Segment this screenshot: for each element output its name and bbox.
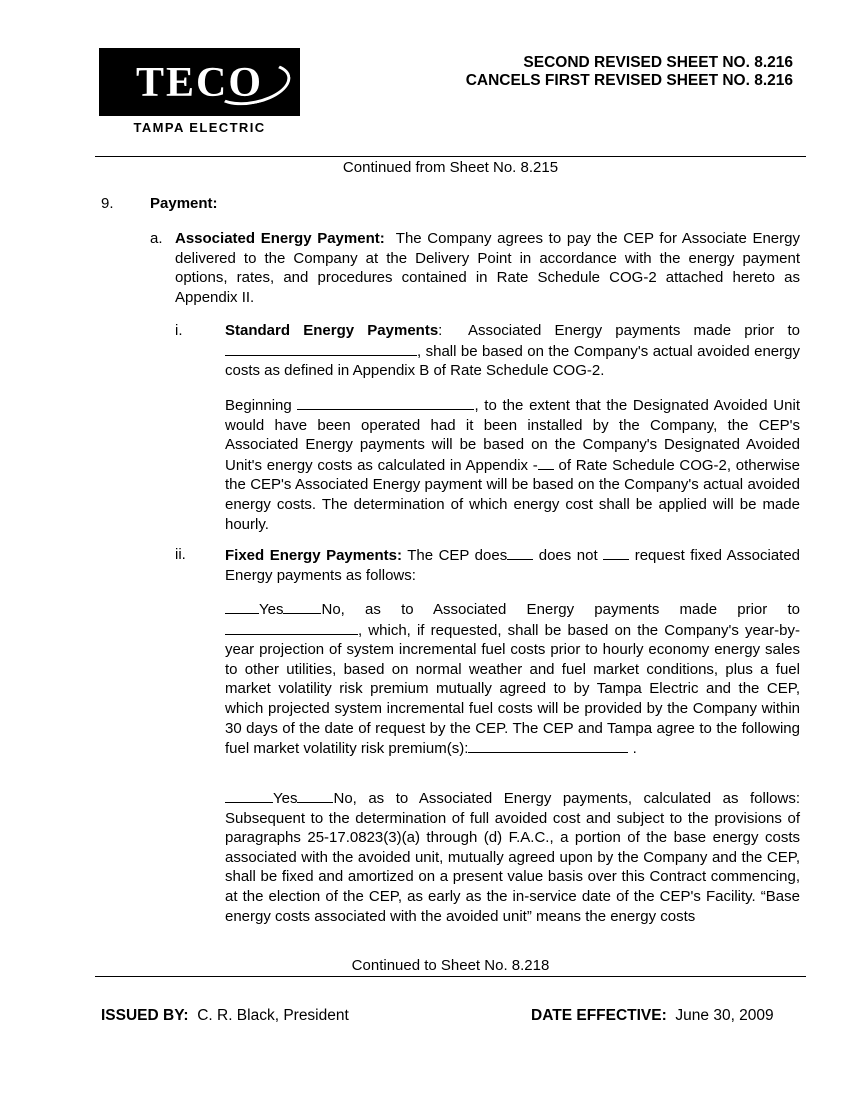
teco-logo	[99, 48, 300, 116]
item-i-label: i.	[175, 322, 183, 339]
item-ii-title: Fixed Energy Payments:	[225, 547, 402, 564]
item-i-paragraph-1: Standard Energy Payments: Associated Energy payments made prior to , shall be based on the Company's actual avoided energy costs as defined in Appendix B of Rate Schedule COG-2.	[225, 322, 800, 380]
item-a-paragraph	[175, 229, 800, 307]
option-1-no-blank[interactable]	[283, 599, 321, 614]
does-not-blank[interactable]	[603, 545, 629, 560]
option-2-yes-blank[interactable]	[225, 788, 273, 803]
item-i-paragraph-2: Beginning , to the extent that the Designated Avoided Unit would have been operated had it been installed by the Company, the CEP's Associated Energy payments will be based on the Company's Designated Avoided Unit's energy costs as calculated in Appendix - of Rate Schedule COG-2, otherwise the CEP's Associated Energy payment will be based on the Company's actual avoided energy costs. The determination of which energy cost shall be applied will be made hourly.	[225, 397, 800, 533]
item-ii-intro: Fixed Energy Payments: The CEP does does not request fixed Associated Energy payments as follows:	[225, 547, 801, 584]
item-ii-option-2: Yes No, as to Associated Energy payments, calculated as follows: Subsequent to the determination of full avoided cost and subject to the provisions of paragraphs 25-17.0823(3)(a) through (d) F.A.C., a portion of the base energy costs associated with the avoided unit, mutually agreed upon by the Company and the CEP, shall be fixed and amortized on a present value basis over this Contract commencing, at the election of the CEP, as early as the in-service date of the CEP's Facility. “Base energy costs associated with the avoided unit” means the energy costs	[225, 790, 800, 925]
item-i-title: Standard Energy Payments	[225, 322, 439, 339]
option-2-no-blank[interactable]	[297, 788, 333, 803]
date-blank[interactable]	[225, 341, 417, 356]
item-a-label: a.	[150, 230, 163, 247]
logo-subtitle: TAMPA ELECTRIC	[133, 120, 266, 135]
continued-from: Continued from Sheet No. 8.215	[342, 159, 559, 176]
date-effective: DATE EFFECTIVE: June 30, 2009	[531, 1007, 774, 1024]
footer-divider	[95, 976, 806, 977]
continued-to: Continued to Sheet No. 8.218	[351, 957, 550, 974]
beginning-date-blank[interactable]	[297, 395, 474, 410]
logo-wordmark: TECO	[135, 60, 264, 106]
item-ii-label: ii.	[175, 546, 186, 563]
sheet-cancels: CANCELS FIRST REVISED SHEET NO. 8.216	[465, 72, 793, 89]
option-1-date-blank[interactable]	[225, 620, 358, 635]
appendix-blank[interactable]	[538, 455, 554, 470]
item-a-text: The Company agrees to pay the CEP for Associate Energy delivered to the Company at the Delivery Point in accordance with the energy payment options, rates, and procedures contained in Rate Schedule COG-2 attached hereto as Appendix II.	[175, 230, 800, 306]
does-blank[interactable]	[507, 545, 533, 560]
risk-premium-blank[interactable]	[468, 738, 628, 753]
sheet-number: SECOND REVISED SHEET NO. 8.216	[523, 54, 793, 71]
option-1-yes-blank[interactable]	[225, 599, 259, 614]
section-number: 9.	[101, 195, 114, 212]
section-title: Payment:	[150, 195, 218, 212]
item-a-title: Associated Energy Payment:	[175, 230, 385, 247]
header-divider	[95, 156, 806, 157]
item-ii-option-1: Yes No, as to Associated Energy payments made prior to , which, if requested, shall be based on the Company's year-by-year projection of system incremental fuel costs prior to hourly economy energy sales to other utilities, based on normal weather and fuel market conditions, plus a fuel market volatility risk premium mutually agreed to by Tampa Electric and the CEP, which projected system incremental fuel costs will be provided by the Company within 30 days of the date of request by the CEP. The CEP and Tampa agree to the following fuel market volatility risk premium(s): .	[225, 601, 800, 758]
issued-by: ISSUED BY: C. R. Black, President	[101, 1007, 349, 1024]
